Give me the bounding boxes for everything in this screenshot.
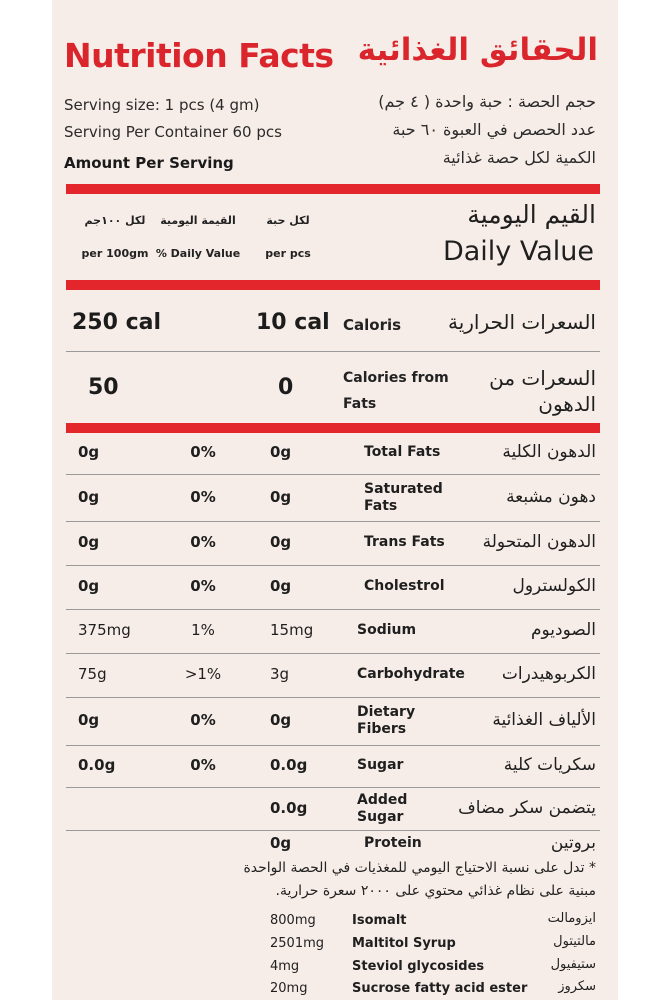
- ingredient-name-en: Steviol glycosides: [352, 959, 485, 974]
- table-row: [52, 474, 618, 521]
- ingredient-amount: 2501mg: [270, 936, 324, 951]
- serving-per-container-ar: عدد الحصص في العبوة ٦٠ حبة: [392, 120, 596, 139]
- table-row: [52, 521, 618, 565]
- nutrient-per100: 0g: [78, 487, 100, 506]
- footnote-line1: * تدل على نسبة الاحتياج اليومي للمغذيات في الحصة الواحدة: [243, 860, 596, 876]
- divider-bar: [66, 280, 600, 290]
- nutrient-name-en: Protein: [364, 835, 422, 851]
- nutrient-daily-value: 0%: [190, 442, 216, 461]
- nutrient-name-en: Added: [357, 791, 408, 808]
- nutrient-name-ar: الدهون الكلية: [502, 441, 596, 462]
- calories-ar: السعرات الحرارية: [447, 310, 596, 334]
- nutrient-per100: 0g: [78, 533, 100, 551]
- nutrient-name-en-line2: Fibers: [357, 721, 407, 737]
- nutrient-name-en: Cholestrol: [364, 578, 445, 594]
- ingredient-amount: 20mg: [270, 981, 308, 996]
- nutrient-name-ar: الكولسترول: [512, 576, 596, 596]
- title-ar: الحقائق الغذائية: [357, 32, 598, 68]
- nutrient-name-ar: بروتين: [550, 833, 596, 853]
- fat-calories-en-line1: Calories from: [343, 370, 449, 386]
- col-per100-en: per 100gm: [81, 247, 149, 260]
- ingredient-name-ar: ستيفيول: [550, 957, 596, 972]
- nutrient-perpcs: 0g: [270, 487, 292, 506]
- col-perpcs-en: per pcs: [265, 247, 311, 260]
- nutrient-perpcs: 0g: [270, 577, 292, 595]
- daily-value-ar: القيم اليومية: [467, 200, 596, 229]
- nutrient-name-en-line2: Sugar: [357, 808, 404, 825]
- nutrient-name-en-line2: Fats: [364, 497, 398, 514]
- nutrient-per100: 375mg: [78, 621, 131, 639]
- nutrient-daily-value: 0%: [190, 711, 216, 729]
- footnote-line2: مبنية على نظام غذائي محتوي على ٢٠٠٠ سعرة حرارية.: [275, 883, 596, 899]
- nutrient-daily-value: 0%: [190, 756, 216, 774]
- nutrient-name-ar: دهون مشبعة: [506, 486, 596, 507]
- nutrition-label-panel: [52, 0, 618, 1000]
- nutrient-name-en: Dietary: [357, 704, 416, 720]
- nutrient-name-en: Carbohydrate: [357, 666, 465, 682]
- ingredient-amount: 4mg: [270, 959, 300, 974]
- table-row: [52, 653, 618, 697]
- calories-en: Caloris: [343, 316, 402, 334]
- nutrient-daily-value: 1%: [191, 621, 215, 639]
- table-row: [52, 787, 618, 830]
- col-perpcs-ar: لكل حبة: [266, 214, 310, 227]
- nutrient-per100: 0g: [78, 442, 100, 461]
- title-en: Nutrition Facts: [64, 36, 334, 75]
- ingredient-name-ar: مالتيتول: [553, 934, 596, 949]
- nutrient-perpcs: 0g: [270, 711, 292, 729]
- ingredient-name-en: Sucrose fatty acid ester: [352, 981, 528, 996]
- divider-bar: [66, 184, 600, 194]
- nutrient-daily-value: 0%: [190, 533, 216, 551]
- calories-per100: 250 cal: [72, 310, 162, 335]
- nutrient-perpcs: 0.0g: [270, 756, 308, 774]
- ingredient-row: [52, 979, 618, 999]
- nutrient-per100: 0g: [78, 711, 100, 729]
- amount-per-serving-ar: الكمية لكل حصة غذائية: [442, 148, 596, 167]
- ingredient-row: [52, 957, 618, 977]
- nutrient-name-ar: الصوديوم: [530, 620, 596, 640]
- table-row: [52, 565, 618, 609]
- nutrient-daily-value: 0%: [190, 487, 216, 506]
- nutrient-name-en: Sodium: [357, 622, 417, 638]
- ingredient-name-en: Maltitol Syrup: [352, 936, 456, 951]
- table-row: [52, 830, 618, 858]
- nutrient-perpcs: 3g: [270, 665, 290, 683]
- table-row: [52, 745, 618, 787]
- nutrient-name-ar: سكريات كلية: [503, 755, 596, 775]
- nutrient-name-ar: الدهون المتحولة: [482, 532, 596, 552]
- nutrient-name-en: Total Fats: [364, 443, 441, 460]
- nutrient-perpcs: 0.0g: [270, 798, 308, 817]
- nutrient-per100: 0.0g: [78, 756, 116, 774]
- nutrient-per100: 0g: [78, 577, 100, 595]
- fat-calories-ar-line2: الدهون: [538, 392, 596, 416]
- serving-per-container-en: Serving Per Container 60 pcs: [64, 123, 282, 141]
- divider-line: [66, 351, 600, 352]
- amount-per-serving-en: Amount Per Serving: [64, 154, 234, 172]
- nutrient-per100: 75g: [78, 665, 107, 683]
- nutrient-perpcs: 15mg: [270, 621, 314, 639]
- table-row: [52, 697, 618, 745]
- col-dv-ar: القيمة اليومية: [160, 214, 236, 227]
- serving-size-en: Serving size: 1 pcs (4 gm): [64, 96, 260, 114]
- col-dv-en: % Daily Value: [155, 247, 241, 260]
- nutrient-name-ar: الكربوهيدرات: [501, 664, 596, 684]
- ingredient-name-en: Isomalt: [352, 913, 407, 928]
- nutrient-name-en: Saturated: [364, 480, 443, 497]
- nutrient-perpcs: 0g: [270, 442, 292, 461]
- nutrient-name-ar: الألياف الغذائية: [492, 710, 596, 730]
- serving-size-ar: حجم الحصة : حبة واحدة ( ٤ جم): [378, 92, 596, 111]
- ingredient-name-ar: سكروز: [558, 979, 596, 994]
- nutrient-perpcs: 0g: [270, 834, 292, 852]
- col-per100-ar: لكل ١٠٠جم: [84, 214, 146, 227]
- nutrient-perpcs: 0g: [270, 533, 292, 551]
- nutrient-daily-value: 0%: [190, 577, 216, 595]
- nutrient-name-ar: يتضمن سكر مضاف: [458, 797, 596, 818]
- fat-calories-per100: 50: [88, 375, 119, 400]
- table-row: [52, 431, 618, 474]
- fat-calories-en-line2: Fats: [343, 396, 377, 412]
- ingredient-row: [52, 934, 618, 954]
- nutrient-name-en: Trans Fats: [364, 534, 445, 550]
- calories-perpcs: 10 cal: [256, 310, 330, 335]
- ingredient-row: [52, 911, 618, 931]
- table-row: [52, 609, 618, 653]
- ingredient-amount: 800mg: [270, 913, 316, 928]
- nutrient-daily-value: >1%: [184, 665, 222, 683]
- ingredient-name-ar: ايزومالت: [547, 911, 596, 926]
- nutrient-name-en: Sugar: [357, 757, 404, 773]
- fat-calories-ar-line1: السعرات من: [489, 366, 596, 390]
- fat-calories-perpcs: 0: [278, 375, 294, 400]
- daily-value-en: Daily Value: [442, 236, 594, 267]
